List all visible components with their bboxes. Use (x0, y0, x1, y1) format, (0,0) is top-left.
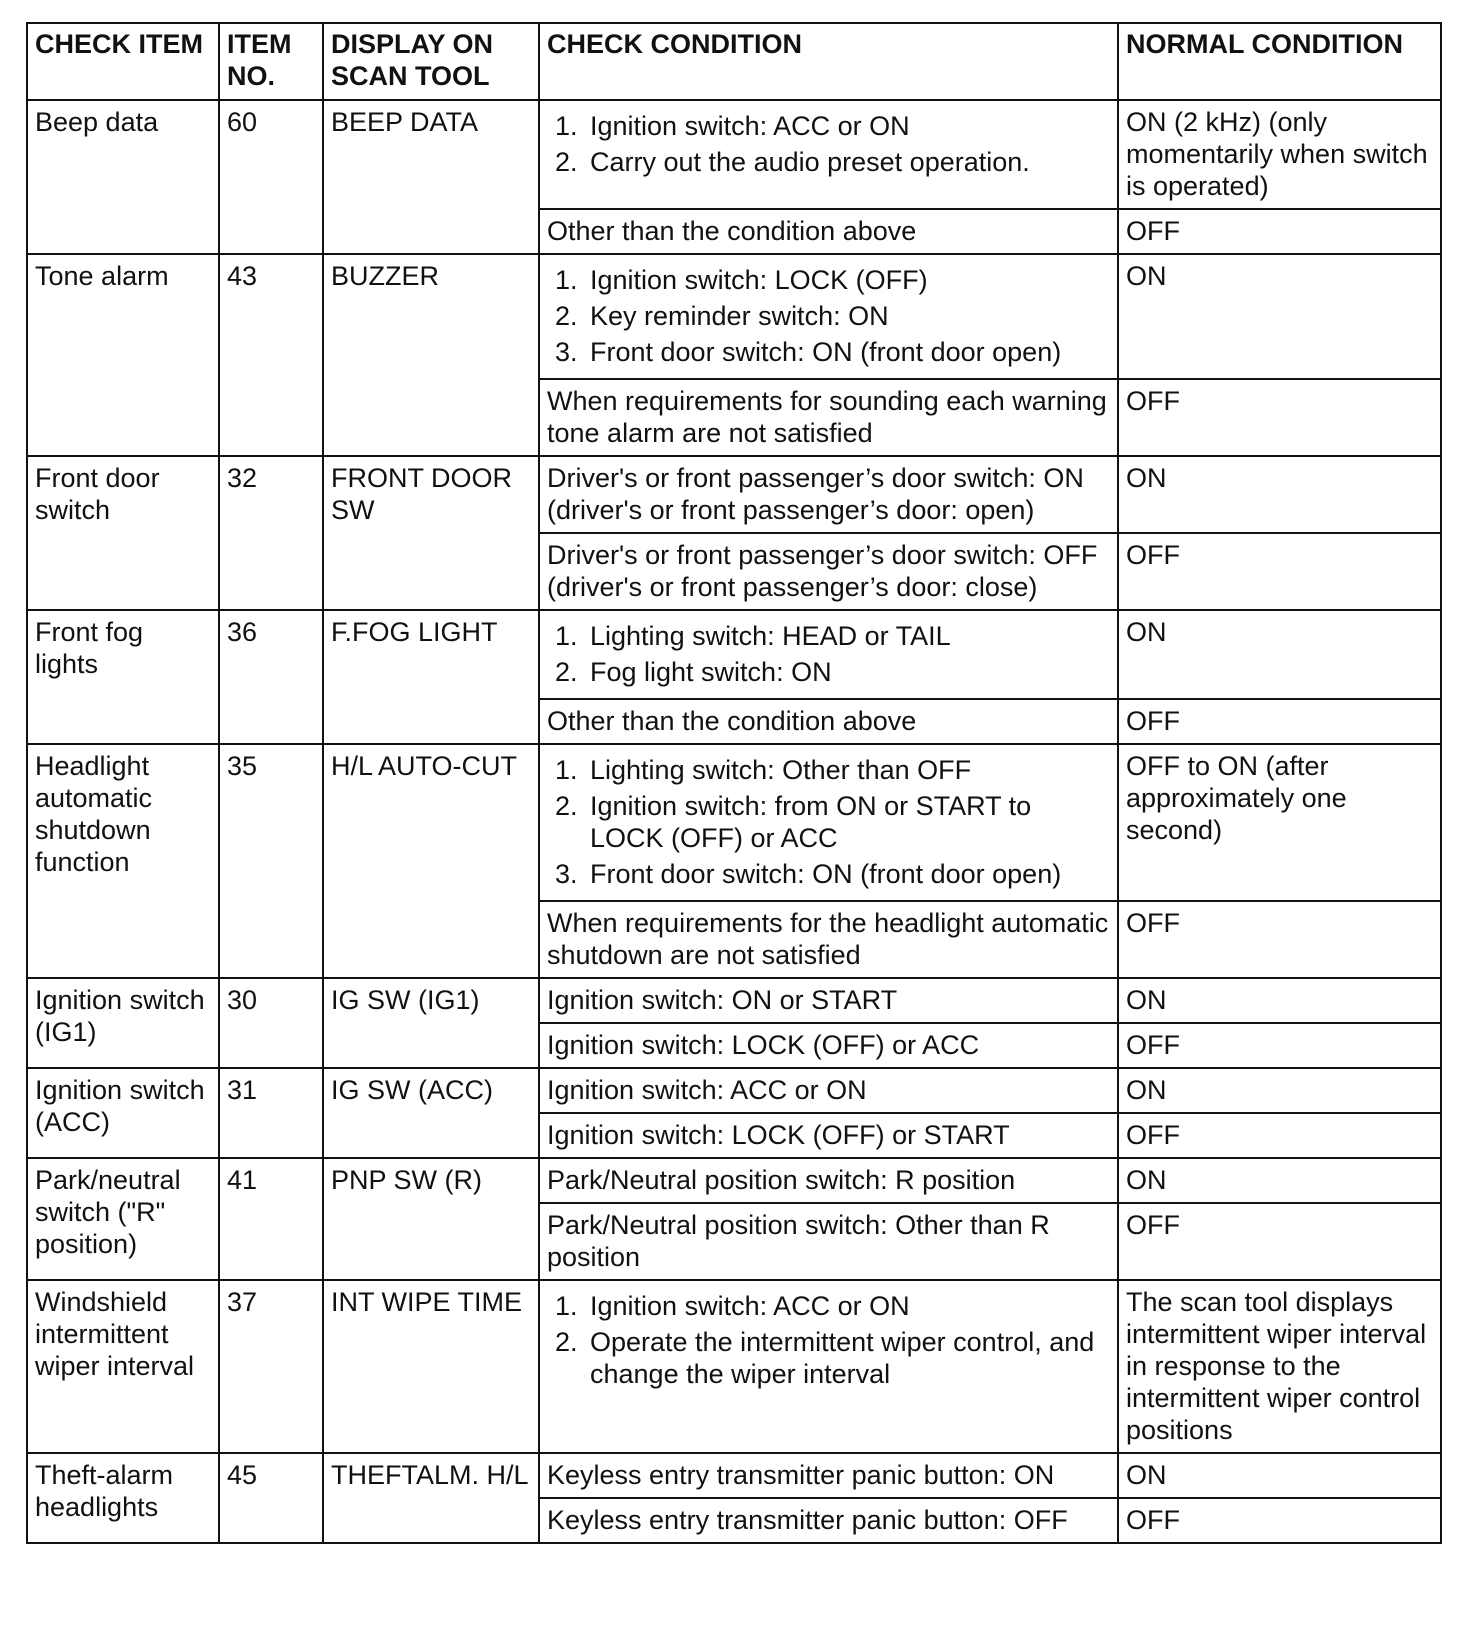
table-body (27, 100, 1441, 1543)
check-condition-cell: Park/Neutral position switch: Other than R position (539, 1203, 1118, 1280)
display-cell: BEEP DATA (323, 100, 539, 254)
condition-list-item (555, 620, 1111, 652)
condition-list-item (555, 1326, 1111, 1390)
item-no-cell: 36 (219, 610, 323, 744)
normal-condition-cell: ON (1118, 978, 1441, 1023)
normal-condition-cell: ON (1118, 1158, 1441, 1203)
check-condition-cell (539, 610, 1118, 699)
condition-text: Fog light switch: ON (590, 657, 832, 687)
condition-number: 3. (555, 337, 578, 367)
check-condition-cell (539, 100, 1118, 209)
condition-number: 1. (555, 621, 578, 651)
condition-list-item (555, 146, 1111, 178)
condition-text: Carry out the audio preset operation. (590, 147, 1030, 177)
item-no-cell: 30 (219, 978, 323, 1068)
table-row (27, 978, 1441, 1023)
display-cell: F.FOG LIGHT (323, 610, 539, 744)
header-check-item: CHECK ITEM (27, 23, 219, 100)
condition-text: Key reminder switch: ON (590, 301, 889, 331)
condition-number: 1. (555, 755, 578, 785)
normal-condition-cell: ON (1118, 456, 1441, 533)
condition-text: Ignition switch: ACC or ON (590, 111, 910, 141)
display-cell: BUZZER (323, 254, 539, 456)
normal-condition-cell: OFF (1118, 1203, 1441, 1280)
check-item-cell: Theft-alarm headlights (27, 1453, 219, 1543)
condition-list (547, 264, 1111, 368)
condition-number: 2. (555, 1327, 578, 1357)
table-row (27, 1453, 1441, 1498)
condition-list-item (555, 790, 1111, 854)
check-condition-cell: Ignition switch: ACC or ON (539, 1068, 1118, 1113)
condition-list-item (555, 754, 1111, 786)
normal-condition-cell: The scan tool displays intermittent wiper interval in response to the intermittent wiper control positions (1118, 1280, 1441, 1453)
normal-condition-cell: ON (2 kHz) (only momentarily when switch is operated) (1118, 100, 1441, 209)
table-row (27, 744, 1441, 901)
check-item-cell: Ignition switch (IG1) (27, 978, 219, 1068)
item-no-cell: 60 (219, 100, 323, 254)
condition-text: Lighting switch: HEAD or TAIL (590, 621, 951, 651)
check-condition-cell: Ignition switch: LOCK (OFF) or ACC (539, 1023, 1118, 1068)
condition-text: Ignition switch: from ON or START to LOCK (OFF) or ACC (590, 791, 1032, 853)
condition-text: Front door switch: ON (front door open) (590, 859, 1062, 889)
table-row (27, 254, 1441, 379)
condition-number: 2. (555, 147, 578, 177)
normal-condition-cell: OFF (1118, 209, 1441, 254)
condition-list (547, 620, 1111, 688)
item-no-cell: 35 (219, 744, 323, 978)
check-condition-cell: Ignition switch: LOCK (OFF) or START (539, 1113, 1118, 1158)
display-cell: H/L AUTO-CUT (323, 744, 539, 978)
check-condition-cell (539, 254, 1118, 379)
display-cell: INT WIPE TIME (323, 1280, 539, 1453)
condition-list (547, 754, 1111, 890)
item-no-cell: 45 (219, 1453, 323, 1543)
table-row (27, 100, 1441, 209)
check-item-cell: Beep data (27, 100, 219, 254)
normal-condition-cell: OFF to ON (after approximately one second) (1118, 744, 1441, 901)
check-condition-cell: When requirements for sounding each warning tone alarm are not satisfied (539, 379, 1118, 456)
check-condition-cell: Keyless entry transmitter panic button: ON (539, 1453, 1118, 1498)
normal-condition-cell: OFF (1118, 1113, 1441, 1158)
table-row (27, 456, 1441, 533)
normal-condition-cell: OFF (1118, 901, 1441, 978)
condition-list (547, 110, 1111, 178)
item-no-cell: 32 (219, 456, 323, 610)
check-item-cell: Park/neutral switch ("R" position) (27, 1158, 219, 1280)
header-check-condition: CHECK CONDITION (539, 23, 1118, 100)
condition-text: Front door switch: ON (front door open) (590, 337, 1062, 367)
normal-condition-cell: ON (1118, 1453, 1441, 1498)
condition-list-item (555, 858, 1111, 890)
check-condition-cell: Other than the condition above (539, 209, 1118, 254)
condition-text: Operate the intermittent wiper control, and change the wiper interval (590, 1327, 1095, 1389)
check-condition-cell: Driver's or front passenger’s door switch: ON (driver's or front passenger’s door: open) (539, 456, 1118, 533)
header-display: DISPLAY ON SCAN TOOL (323, 23, 539, 100)
check-item-cell: Ignition switch (ACC) (27, 1068, 219, 1158)
normal-condition-cell: OFF (1118, 1498, 1441, 1543)
condition-list-item (555, 1290, 1111, 1322)
check-condition-cell: Park/Neutral position switch: R position (539, 1158, 1118, 1203)
condition-number: 1. (555, 1291, 578, 1321)
item-no-cell: 43 (219, 254, 323, 456)
check-condition-cell: When requirements for the headlight automatic shutdown are not satisfied (539, 901, 1118, 978)
normal-condition-cell: OFF (1118, 1023, 1441, 1068)
table-header-row (27, 23, 1441, 100)
check-condition-cell: Other than the condition above (539, 699, 1118, 744)
normal-condition-cell: ON (1118, 254, 1441, 379)
display-cell: IG SW (ACC) (323, 1068, 539, 1158)
condition-list-item (555, 300, 1111, 332)
display-cell: IG SW (IG1) (323, 978, 539, 1068)
normal-condition-cell: ON (1118, 610, 1441, 699)
normal-condition-cell: ON (1118, 1068, 1441, 1113)
table-row (27, 1068, 1441, 1113)
check-condition-cell: Keyless entry transmitter panic button: OFF (539, 1498, 1118, 1543)
normal-condition-cell: OFF (1118, 699, 1441, 744)
condition-number: 1. (555, 111, 578, 141)
condition-list-item (555, 656, 1111, 688)
display-cell: THEFTALM. H/L (323, 1453, 539, 1543)
normal-condition-cell: OFF (1118, 379, 1441, 456)
check-item-cell: Windshield intermittent wiper interval (27, 1280, 219, 1453)
check-item-cell: Front fog lights (27, 610, 219, 744)
check-item-cell: Front door switch (27, 456, 219, 610)
condition-list-item (555, 110, 1111, 142)
table-row (27, 610, 1441, 699)
condition-number: 1. (555, 265, 578, 295)
condition-list-item (555, 336, 1111, 368)
table-row (27, 1280, 1441, 1453)
display-cell: FRONT DOOR SW (323, 456, 539, 610)
item-no-cell: 31 (219, 1068, 323, 1158)
check-item-cell: Tone alarm (27, 254, 219, 456)
check-condition-cell: Ignition switch: ON or START (539, 978, 1118, 1023)
header-normal-condition: NORMAL CONDITION (1118, 23, 1441, 100)
condition-number: 2. (555, 301, 578, 331)
condition-text: Ignition switch: LOCK (OFF) (590, 265, 928, 295)
check-condition-cell (539, 744, 1118, 901)
item-no-cell: 41 (219, 1158, 323, 1280)
check-condition-cell (539, 1280, 1118, 1453)
table-row (27, 1158, 1441, 1203)
condition-number: 3. (555, 859, 578, 889)
condition-number: 2. (555, 791, 578, 821)
check-item-cell: Headlight automatic shutdown function (27, 744, 219, 978)
normal-condition-cell: OFF (1118, 533, 1441, 610)
condition-list (547, 1290, 1111, 1390)
display-cell: PNP SW (R) (323, 1158, 539, 1280)
condition-number: 2. (555, 657, 578, 687)
condition-text: Ignition switch: ACC or ON (590, 1291, 910, 1321)
condition-list-item (555, 264, 1111, 296)
check-condition-cell: Driver's or front passenger’s door switch: OFF (driver's or front passenger’s door: close) (539, 533, 1118, 610)
condition-text: Lighting switch: Other than OFF (590, 755, 972, 785)
check-table (26, 22, 1442, 1544)
header-item-no: ITEM NO. (219, 23, 323, 100)
item-no-cell: 37 (219, 1280, 323, 1453)
